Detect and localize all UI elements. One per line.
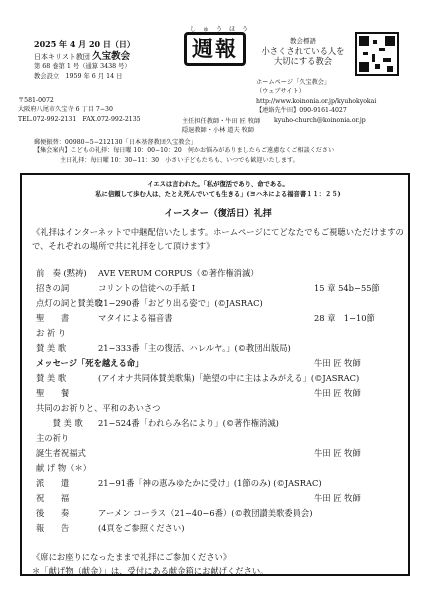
worship-item-content: (アイオナ共同体賛美歌集)「絶望の中に主はよみがえる」(©JASRAC)	[98, 373, 360, 383]
worship-item	[36, 491, 406, 506]
worship-item	[36, 371, 406, 386]
worship-item-label: 祝 福	[36, 493, 70, 503]
worship-item	[36, 476, 406, 491]
worship-item-content: マタイによる福音書	[98, 313, 173, 323]
worship-item-right: 牛田 匠 牧師	[314, 493, 361, 503]
worship-item-right: 牛田 匠 牧師	[314, 448, 361, 458]
pastors-info	[182, 117, 260, 136]
worship-item-label: 点灯の詞と賛美歌	[36, 298, 103, 308]
issue-date: 2025 年 4 月 20 日（日）	[34, 39, 135, 49]
pastor-retired: 隠退教師・小林 道夫 牧師	[182, 127, 254, 135]
footer-note1: 《席にお座りになったままで礼拝にご参加ください》	[32, 552, 232, 562]
postal-transfer: 郵便振替：00980−5−212130「日本基督教団久宝教会」	[34, 139, 197, 146]
worship-item-label: 聖 書	[36, 313, 70, 323]
motto-line2: 大切にする教会	[273, 56, 333, 66]
worship-item-content: コリントの信徒への手紙 I	[98, 283, 196, 293]
worship-item-label: 報 告	[36, 523, 70, 533]
worship-item	[36, 416, 406, 431]
contact-email[interactable]: kyuho-church@koinonia.or.jp	[274, 116, 366, 124]
pastor-main: 主任担任教師・牛田 匠 牧師	[182, 118, 261, 125]
worship-item-label: 賛 美 歌	[36, 343, 67, 353]
order-of-worship	[36, 266, 406, 536]
scripture-verse	[32, 180, 404, 199]
worship-item-content: AVE VERUM CORPUS（©著作権消滅）	[98, 268, 259, 278]
church-address	[18, 96, 148, 124]
worship-item	[36, 446, 406, 461]
worship-item	[36, 521, 406, 536]
homepage-label: ホームページ「久宝教会」	[256, 79, 331, 86]
worship-item	[36, 431, 406, 446]
worship-item-label: 前 奏 (黙祷)	[36, 268, 87, 278]
worship-item	[36, 506, 406, 521]
worship-item	[36, 341, 406, 356]
homepage-sub: （ウェブサイト）	[256, 88, 305, 96]
worship-item-label: 献 げ 物（＊）	[36, 463, 92, 473]
worship-item	[36, 266, 406, 281]
worship-item	[36, 461, 406, 476]
worship-item-content: アーメン コーラス（21−40−6番）(©教団讃美歌委員会)	[98, 508, 313, 518]
church-motto	[258, 36, 348, 66]
motto-heading: 教会標語	[290, 37, 316, 45]
worship-item-right: 28 章 1−10節	[314, 313, 375, 323]
motto-line1: 小さくされている人を	[261, 46, 345, 56]
contact-phone: 【連絡先牛田】090-9161-4027	[256, 107, 347, 115]
worship-item-content: 21−290番「おどり出る姿で」(©JASRAC)	[98, 298, 263, 308]
postal-code: 〒581-0072	[18, 97, 54, 104]
livestream-note: 《礼拝はインターネットで中継配信いたします。ホームページにてどなたでもご視聴いただけますので、それぞれの場所で共に礼拝をして頂けます》	[32, 227, 404, 251]
worship-item-label: 賛 美 歌	[36, 418, 83, 428]
worship-item-label: 賛 美 歌	[36, 373, 67, 383]
worship-item	[36, 326, 406, 341]
phone-fax: TEL.072-992-2131 FAX.072-992-2135	[18, 115, 141, 123]
worship-item-right: 15 章 54b−55節	[314, 283, 380, 293]
web-info	[256, 78, 424, 125]
worship-item-label: 共同のお祈りと、平和のあいさつ	[36, 403, 161, 413]
worship-item-label: 派 遣	[36, 478, 70, 488]
meeting-info	[34, 146, 334, 165]
verse-line2: 私に信頼して歩む人は、たとえ死んでいても生きる」(ヨハネによる福音書１１：２５)	[95, 190, 341, 198]
worship-item-label: 誕生者祝福式	[36, 448, 86, 458]
church-name-line	[34, 52, 184, 63]
worship-item	[36, 356, 406, 371]
worship-item-label: 主の祈り	[36, 433, 70, 443]
qr-code-icon[interactable]	[355, 32, 399, 76]
meeting-line1: 【集会案内】こどもの礼拝：毎日曜 10：00−10：20 何かお悩みがありましたらご遠慮なくご相談ください	[34, 147, 335, 154]
denomination: 日本キリスト教団	[34, 52, 90, 61]
worship-item	[36, 281, 406, 296]
worship-item	[36, 296, 406, 311]
worship-item-label: 後 奏	[36, 508, 70, 518]
worship-item-label: 聖 餐	[36, 388, 70, 398]
service-footer	[32, 550, 412, 578]
footer-note2: ＊「献げ物（献金）」は、受付にある献金箱にお献げください。	[32, 566, 269, 576]
worship-item	[36, 401, 406, 416]
verse-line1: イエスは言われた。「私が復活であり、命である。	[147, 181, 289, 188]
founding-date: 教会設立 1959 年 6 月 14 日	[34, 72, 123, 80]
worship-item-right: 牛田 匠 牧師	[314, 388, 361, 398]
street-address: 大阪府八尾市久宝寺 6 丁目 7−30	[18, 106, 113, 114]
worship-item-content: 21−333番「主の復活、ハレルヤ。」(©教団出版局)	[98, 343, 291, 353]
worship-item-label: 招きの詞	[36, 283, 70, 293]
worship-item-content: 21−91番「神の恵みゆたかに受け」(1節のみ) (©JASRAC)	[98, 478, 322, 488]
worship-item	[36, 386, 406, 401]
title-ruby: しゅうほう	[190, 26, 256, 33]
page-title: 週報	[184, 32, 246, 66]
worship-item-content: 21−524番「われらみ名により」(©著作権消滅)	[98, 418, 279, 428]
homepage-url[interactable]: http://www.koinonia.or.jp/kyuhokyokai	[256, 97, 377, 105]
church-name: 久宝教会	[92, 50, 131, 62]
worship-item-content: (4頁をご参照ください)	[98, 523, 185, 533]
worship-item-label: お 祈 り	[36, 328, 67, 338]
worship-item	[36, 311, 406, 326]
worship-item-label: メッセージ「死を越える命」	[36, 358, 144, 368]
church-header	[34, 40, 184, 81]
worship-item-right: 牛田 匠 牧師	[314, 358, 361, 368]
service-title: イースター（復活日）礼拝	[164, 209, 272, 219]
registration-number: 第 68 巻第 1 号（通算 3438 号）	[34, 63, 131, 71]
meeting-line2: 主日礼拝：毎日曜 10：30−11：30 小さい子どもたちも、いつでも歓迎いたします。	[60, 156, 299, 164]
